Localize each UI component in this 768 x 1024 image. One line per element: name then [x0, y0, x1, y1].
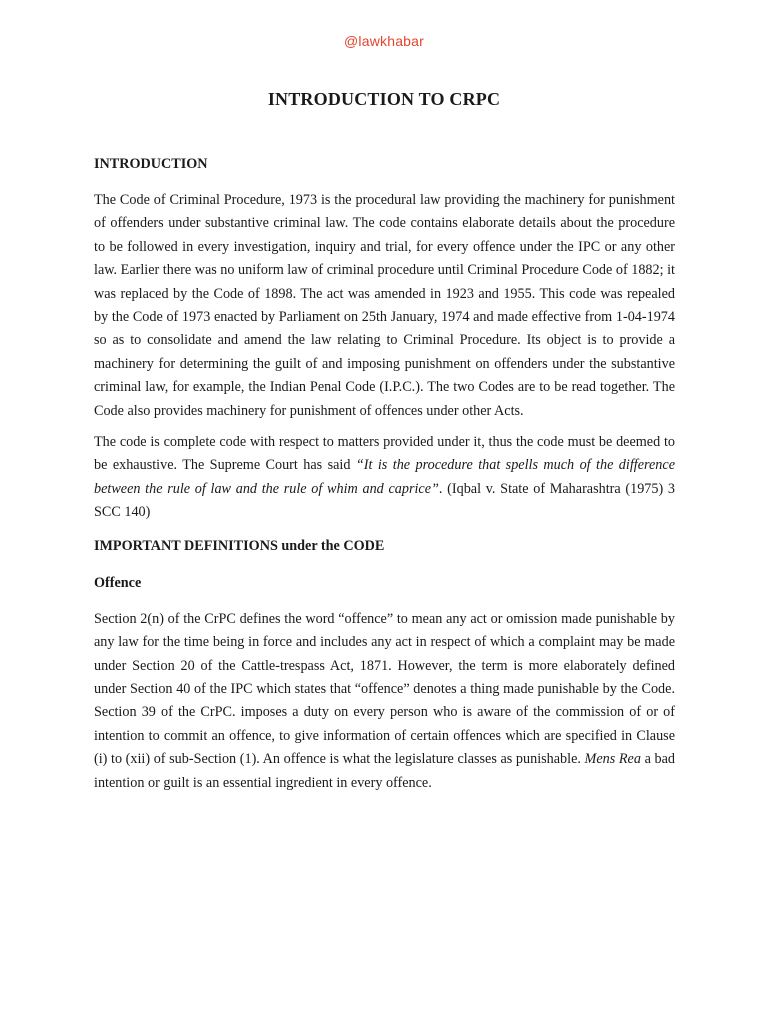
- definitions-heading: IMPORTANT DEFINITIONS under the CODE: [94, 537, 385, 554]
- exhaustive-text-after: . (Iqbal v. State of Maharashtra (1975) 3 SCC 140): [94, 480, 675, 521]
- offence-heading: Offence: [94, 574, 142, 591]
- offence-text-after: a bad intention or guilt is an essential ingredient in every offence.: [94, 751, 675, 791]
- document-body: [94, 156, 675, 795]
- intro-paragraph: The Code of Criminal Procedure, 1973 is the procedural law providing the machinery for punishment of offenders under substantive criminal law. The code contains elaborate details about the procedure to be followed in every investigation, inquiry and trial, for every offence under the IPC or any other law. Earlier there was no uniform law of criminal procedure until Criminal Procedure Code of 1882; it was replaced by the Code of 1898. The act was amended in 1923 and 1955. This code was repealed by the Code of 1973 enacted by Parliament on 25th January, 1974 and made effective from 1-04-1974 so as to consolidate and amend the law relating to Criminal Procedure. Its object is to provide a machinery for determining the guilt of and imposing punishment on offenders under the substantive criminal law, for example, the Indian Penal Code (I.P.C.). The two Codes are to be read together. The Code also provides machinery for punishment of offences under other Acts.: [94, 192, 675, 419]
- supreme-court-quote: “It is the procedure that spells much of the difference between the rule of law and the rule of whim and caprice”: [94, 457, 675, 497]
- watermark: @lawkhabar: [343, 33, 425, 49]
- introduction-heading: INTRODUCTION: [94, 156, 208, 172]
- mens-rea-term: Mens Rea: [584, 751, 641, 768]
- exhaustive-text-before: The code is complete code with respect to matters provided under it, thus the code must be deemed to be exhaustive. The Supreme Court has said: [94, 434, 675, 474]
- page-title: INTRODUCTION TO CRPC: [267, 89, 501, 109]
- offence-text-before: Section 2(n) of the CrPC defines the word “offence” to mean any act or omission made punishable by any law for the time being in force and includes any act in respect of which a complaint may be made under Section 20 of the Cattle-trespass Act, 1871. However, the term is more elaborately defined under Section 40 of the IPC which states that “offence” denotes a thing made punishable by the Code. Section 39 of the CrPC. imposes a duty on every person who is aware of the commission of or of intention to commit an offence, to give information of certain offences which are specified in Clause (i) to (xii) of sub-Section (1). An offence is what the legislature classes as punishable.: [94, 610, 675, 768]
- exhaustive-paragraph: [94, 431, 675, 525]
- offence-paragraph: [94, 608, 675, 795]
